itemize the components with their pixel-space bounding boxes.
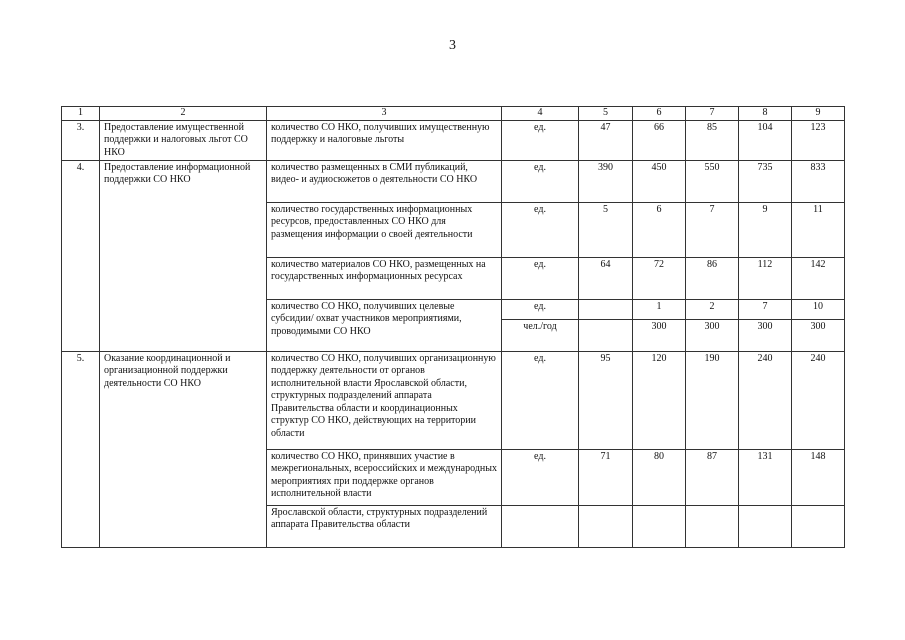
- value-cell: 735: [739, 160, 792, 202]
- row-number: 3.: [62, 120, 100, 160]
- indicator-text: количество СО НКО, получивших имущественную поддержку и налоговые льготы: [267, 120, 502, 160]
- value-cell: 7: [686, 202, 739, 257]
- table-row: [62, 351, 845, 449]
- value-cell: 142: [792, 257, 845, 299]
- value-cell: 240: [739, 351, 792, 449]
- unit-cell: чел./год: [502, 319, 579, 351]
- column-header: 8: [739, 107, 792, 121]
- value-cell: 390: [579, 160, 633, 202]
- value-cell: 240: [792, 351, 845, 449]
- value-cell: [579, 319, 633, 351]
- value-cell: 64: [579, 257, 633, 299]
- value-cell: 87: [686, 449, 739, 505]
- value-cell: 6: [633, 202, 686, 257]
- unit-cell: ед.: [502, 202, 579, 257]
- indicator-text: количество материалов СО НКО, размещенных на государственных информационных ресурсах: [267, 257, 502, 299]
- measure-name: Оказание координационной и организационной поддержки деятельности СО НКО: [100, 351, 267, 547]
- value-cell: 120: [633, 351, 686, 449]
- value-cell: 10: [792, 299, 845, 319]
- value-cell: 2: [686, 299, 739, 319]
- indicator-text: количество размещенных в СМИ публикаций, видео- и аудиосюжетов о деятельности СО НКО: [267, 160, 502, 202]
- value-cell: 80: [633, 449, 686, 505]
- column-header: 5: [579, 107, 633, 121]
- column-header: 4: [502, 107, 579, 121]
- column-header: 9: [792, 107, 845, 121]
- measure-name: Предоставление имущественной поддержки и налоговых льгот СО НКО: [100, 120, 267, 160]
- value-cell: 300: [686, 319, 739, 351]
- value-cell: 71: [579, 449, 633, 505]
- table-row: [62, 120, 845, 160]
- value-cell: [686, 505, 739, 547]
- measure-name: Предоставление информационной поддержки СО НКО: [100, 160, 267, 351]
- value-cell: [579, 299, 633, 319]
- unit-cell: ед.: [502, 257, 579, 299]
- value-cell: 47: [579, 120, 633, 160]
- value-cell: 450: [633, 160, 686, 202]
- value-cell: 86: [686, 257, 739, 299]
- value-cell: [739, 505, 792, 547]
- value-cell: 550: [686, 160, 739, 202]
- column-header: 1: [62, 107, 100, 121]
- value-cell: [579, 505, 633, 547]
- row-number: 4.: [62, 160, 100, 351]
- row-number: 5.: [62, 351, 100, 547]
- value-cell: 72: [633, 257, 686, 299]
- page-number: 3: [449, 38, 456, 53]
- value-cell: 112: [739, 257, 792, 299]
- header-row: [62, 107, 845, 121]
- unit-cell: ед.: [502, 120, 579, 160]
- value-cell: 300: [739, 319, 792, 351]
- value-cell: [792, 505, 845, 547]
- value-cell: 95: [579, 351, 633, 449]
- value-cell: 85: [686, 120, 739, 160]
- unit-cell: ед.: [502, 449, 579, 505]
- indicator-text: Ярославской области, структурных подразделений аппарата Правительства области: [267, 505, 502, 547]
- value-cell: 5: [579, 202, 633, 257]
- value-cell: 1: [633, 299, 686, 319]
- column-header: 2: [100, 107, 267, 121]
- value-cell: 300: [633, 319, 686, 351]
- table-row: [62, 160, 845, 202]
- indicator-text: количество СО НКО, принявших участие в межрегиональных, всероссийских и международных мероприятиях при поддержке органов исполнительной власти: [267, 449, 502, 505]
- value-cell: 833: [792, 160, 845, 202]
- unit-cell: ед.: [502, 299, 579, 319]
- column-header: 7: [686, 107, 739, 121]
- value-cell: 300: [792, 319, 845, 351]
- value-cell: 11: [792, 202, 845, 257]
- indicator-text: количество СО НКО, получивших организационную поддержку деятельности от органов исполнительной власти Ярославской области, структурных подразделений аппарата Правительства области и координационных структур СО НКО, действующих на территории области: [267, 351, 502, 449]
- indicator-text: количество СО НКО, получивших целевые субсидии/ охват участников мероприятиями, проводимыми СО НКО: [267, 299, 502, 351]
- value-cell: 131: [739, 449, 792, 505]
- column-header: 6: [633, 107, 686, 121]
- value-cell: [633, 505, 686, 547]
- value-cell: 66: [633, 120, 686, 160]
- indicator-text: количество государственных информационных ресурсов, предоставленных СО НКО для размещения информации о своей деятельности: [267, 202, 502, 257]
- value-cell: 7: [739, 299, 792, 319]
- column-header: 3: [267, 107, 502, 121]
- unit-cell: ед.: [502, 351, 579, 449]
- unit-cell: ед.: [502, 160, 579, 202]
- value-cell: 123: [792, 120, 845, 160]
- value-cell: 104: [739, 120, 792, 160]
- unit-cell: [502, 505, 579, 547]
- indicators-table: [61, 106, 845, 548]
- value-cell: 190: [686, 351, 739, 449]
- value-cell: 9: [739, 202, 792, 257]
- value-cell: 148: [792, 449, 845, 505]
